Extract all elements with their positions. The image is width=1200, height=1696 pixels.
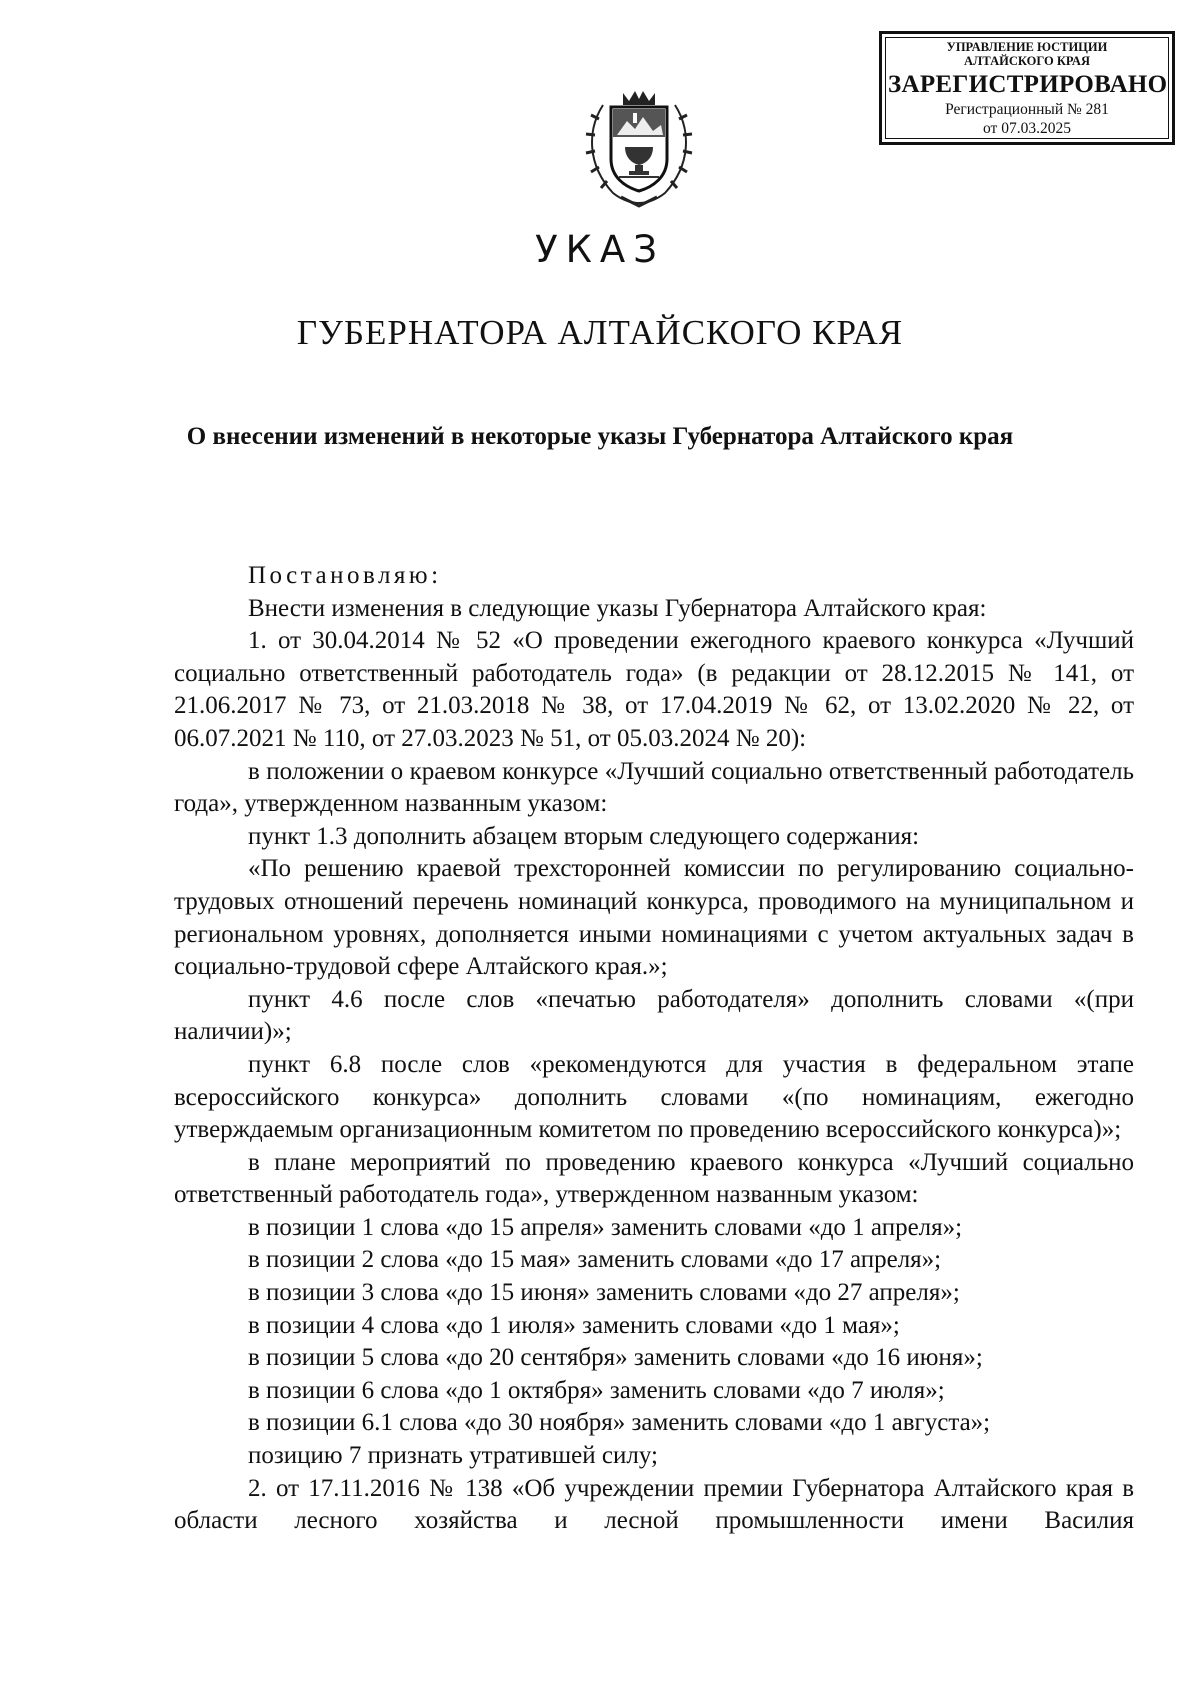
body-paragraph: в позиции 4 слова «до 1 июля» заменить словами «до 1 мая»; [248,1311,900,1339]
body-paragraph: в позиции 2 слова «до 15 мая» заменить словами «до 17 апреля»; [248,1246,942,1274]
body-paragraph: в позиции 6.1 слова «до 30 ноября» заменить словами «до 1 августа»; [248,1409,991,1437]
decree-body [174,560,1134,1570]
stamp-reg-date: от 07.03.2025 [983,120,1071,137]
decree-subtitle: ГУБЕРНАТОРА АЛТАЙСКОГО КРАЯ [296,313,904,352]
body-paragraph: 1. от 30.04.2014 № 52 «О проведении ежегодного краевого конкурса «Лучший социально ответственный работодатель года» (в редакции от 28.12.2015 № 141, от 21.06.2017 № 73, от 21.03.2018 № 38, от 17.04.2019 № 62, от 13.02.2020 № 22, от 06.07.2021 № 110, от 27.03.2023 № 51, от 05.03.2024 № 20): [174,627,1134,752]
body-paragraph: в плане мероприятий по проведению краевого конкурса «Лучший социально ответственный работодатель года», утвержденном названным указом: [174,1148,1134,1209]
body-paragraph: Внести изменения в следующие указы Губернатора Алтайского края: [248,594,987,622]
body-paragraph: в позиции 6 слова «до 1 октября» заменить словами «до 7 июля»; [248,1376,945,1404]
stamp-org-line1: УПРАВЛЕНИЕ ЮСТИЦИИ [946,40,1108,54]
body-paragraph: в позиции 1 слова «до 15 апреля» заменить словами «до 1 апреля»; [248,1213,963,1241]
body-paragraph: пункт 1.3 дополнить абзацем вторым следующего содержания: [248,822,920,850]
body-paragraph: 2. от 17.11.2016 № 138 «Об учреждении премии Губернатора Алтайского края в области лесного хозяйства и лесной промышленности имени Василия [174,1474,1134,1535]
body-paragraph: в положении о краевом конкурсе «Лучший социально ответственный работодатель года», утвержденном названным указом: [174,757,1134,818]
decree-title: УКАЗ [535,228,665,271]
body-paragraph: пункт 6.8 после слов «рекомендуются для участия в федеральном этапе всероссийского конкурса» дополнить словами «(по номинациям, ежегодно утверждаемым организационным комитетом по проведению всероссийского конкурса)»; [174,1050,1134,1144]
body-paragraph: в позиции 5 слова «до 20 сентября» заменить словами «до 16 июня»; [248,1344,983,1372]
decree-heading: О внесении изменений в некоторые указы Губернатора Алтайского края [186,423,1014,450]
body-paragraph: в позиции 3 слова «до 15 июня» заменить словами «до 27 апреля»; [248,1279,960,1307]
body-paragraph: позицию 7 признать утратившей силу; [248,1442,658,1470]
body-paragraph: «По решению краевой трехсторонней комиссии по регулированию социально-трудовых отношений перечень номинаций конкурса, проводимого на муниципальном и региональном уровнях, дополняется иными номинациями с учетом актуальных задач в социально-трудовой сфере Алтайского края.»; [174,855,1134,981]
altai-krai-coat-of-arms-icon [583,85,695,209]
stamp-reg-number: Регистрационный № 281 [945,101,1109,118]
body-paragraph: Постановляю: [248,562,442,589]
registration-stamp [879,31,1175,145]
body-paragraph: пункт 4.6 после слов «печатью работодателя» дополнить словами «(при наличии)»; [174,985,1134,1046]
stamp-org-line2: АЛТАЙСКОГО КРАЯ [964,54,1090,68]
stamp-status: ЗАРЕГИСТРИРОВАНО [888,71,1168,98]
